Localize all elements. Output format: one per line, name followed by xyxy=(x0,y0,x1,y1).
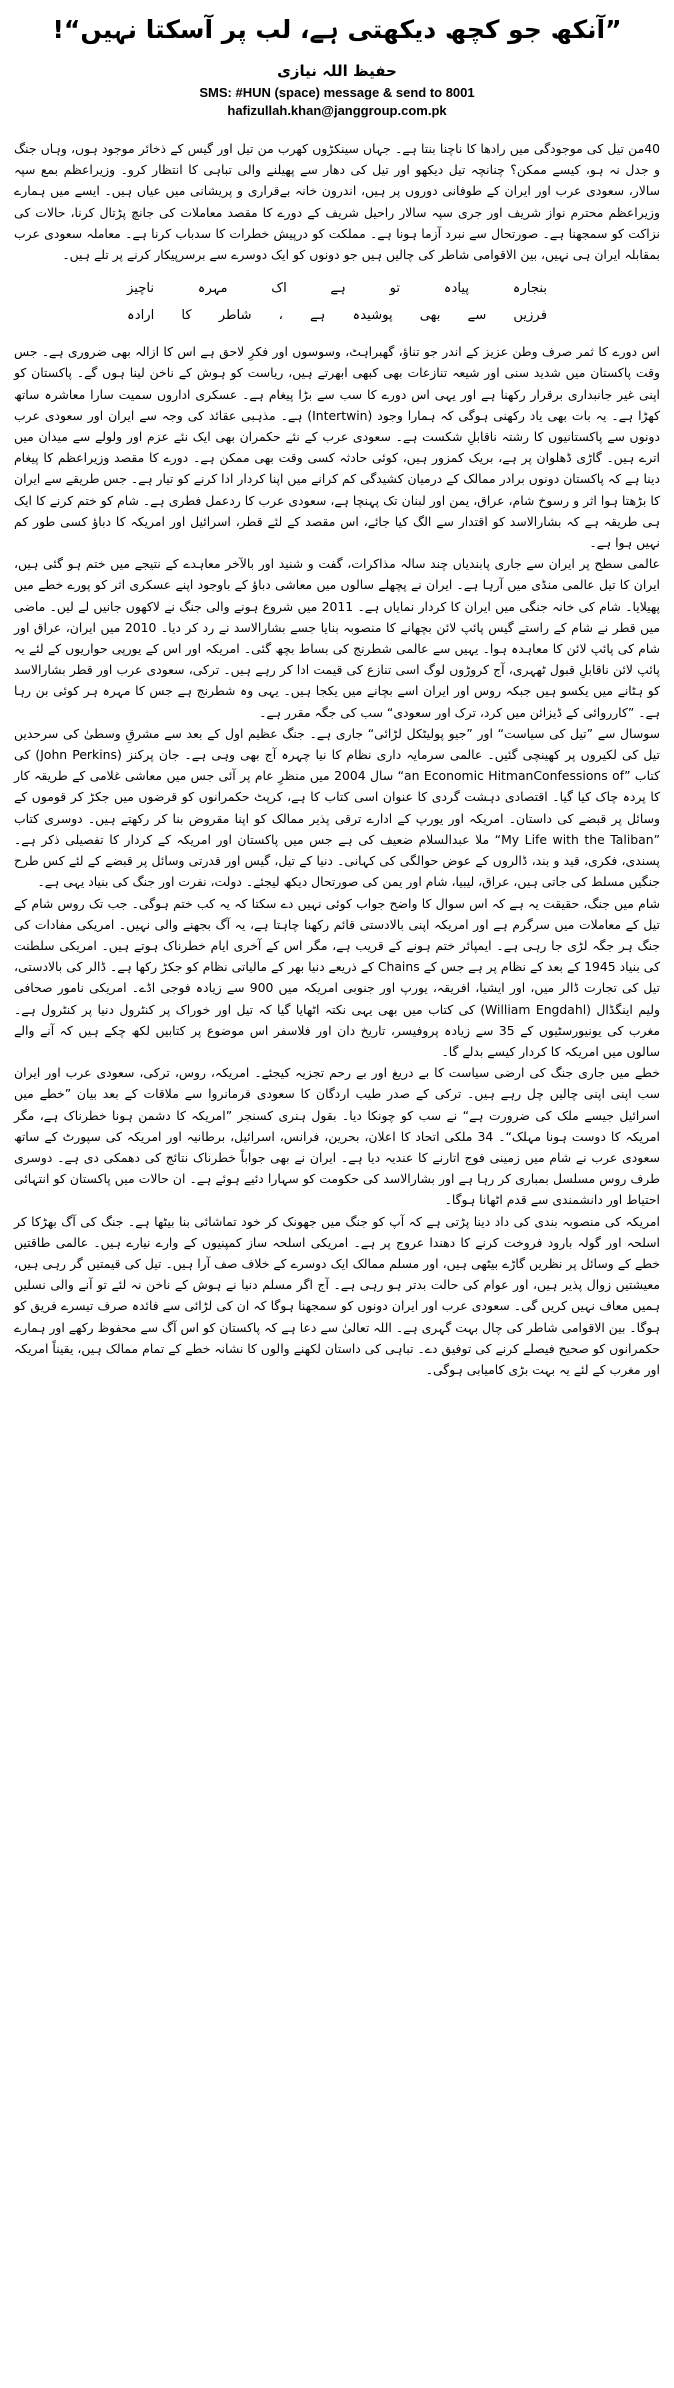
author-email[interactable]: hafizullah.khan@janggroup.com.pk xyxy=(227,103,447,118)
article-body xyxy=(14,138,660,1380)
author-name: حفیظ اللہ نیازی xyxy=(277,62,397,80)
article-paragraph-5: شام میں جنگ، حقیقت یہ ہے کہ اس سوال کا واضح جواب کوئی نہیں دے سکتا کہ یہ کب ختم ہوگی۔ جب تک روس شام کے تیل کے معاملات میں سرگرم ہے اور امریکہ اپنی بالادستی قائم رکھنا چاہتا ہے، یہ آگ بجھنے والی نہیں۔ امریکی مفادات کی جنگ ہر جگہ لڑی جا رہی ہے۔ ایمپائر ختم ہونے کے قریب ہے، مگر اس کے آخری ایام خطرناک ہوتے ہیں۔ امریکی سلطنت کی بنیاد 1945 کے بعد کے نظام پر ہے جس کے Chains کے ذریعے دنیا بھر کے مالیاتی نظام کو جکڑ رکھا ہے۔ ڈالر کی بالادستی، تیل کی تجارت ڈالر میں، اور ایشیا، افریقہ، یورپ اور جنوبی امریکہ میں 900 سے زیادہ فوجی اڈے۔ امریکی نامور صحافی ولیم اینگڈال (William Engdahl) کی کتاب میں بھی یہی نکتہ اٹھایا گیا کہ تیل اور خوراک پر کنٹرول دنیا پر کنٹرول ہے۔ مغرب کی یونیورسٹیوں کے 35 سے زیادہ پروفیسر، تاریخ دان اور فلاسفر اس موضوع پر کتابیں لکھ چکے ہیں کہ آنے والے سالوں میں امریکہ کا کردار کیسے بدلے گا۔ xyxy=(14,895,660,1059)
article-paragraph-3: عالمی سطح پر ایران سے جاری پابندیاں چند سالہ مذاکرات، گفت و شنید اور بالآخر معاہدے کے نتیجے میں ختم ہو گئی ہیں، ایران کا تیل عالمی منڈی میں آرہا ہے۔ ایران نے پچھلے سالوں میں معاشی دباؤ کے باوجود اپنے عسکری اثر کو پورے خطے میں پھیلایا۔ شام کی خانہ جنگی میں ایران کا کردار نمایاں ہے۔ 2011 میں شروع ہونے والی جنگ نے لاکھوں جانیں لے لیں۔ ماضی میں قطر نے شام کے راستے گیس پائپ لائن بچھانے کا منصوبہ بنایا جسے بشارالاسد نے رد کر دیا۔ 2010 میں ایران، عراق اور شام کی پائپ لائن کا معاہدہ ہوا۔ یہیں سے عالمی شطرنج کی بساط بچھ گئی۔ امریکہ اور اس کے یورپی حواریوں کے لئے یہ پائپ لائن ناقابلِ قبول ٹھہری، آج کروڑوں لوگ اسی تنازع کی قیمت ادا کر رہے ہیں۔ ترکی، سعودی عرب اور قطر بشارالاسد کو ہٹانے میں یکسو ہیں جبکہ روس اور ایران اسے بچانے میں یکجا ہیں۔ یہی وہ شطرنج ہے جس کا مہرہ ہر کوئی بن رہا ہے۔ ”کارروائی کے ڈیزائن میں کرد، ترک اور سعودی“ سب کی جگہ مقرر ہے۔ xyxy=(14,556,660,720)
article-paragraph-6: خطے میں جاری جنگ کی ارضی سیاست کا بے دریغ اور بے رحم تجزیہ کیجئے۔ امریکہ، روس، ترکی، سعودی عرب اور ایران سب اپنی اپنی چالیں چل رہے ہیں۔ ترکی کے صدر طیب اردگان کا سعودی فرمانروا سے ملاقات کے بعد بیان ”خطے میں اسرائیل جیسے ملک کی ضرورت ہے“ نے سب کو چونکا دیا۔ بقول ہنری کسنجر ”امریکہ کا دشمن ہونا خطرناک ہے، مگر امریکہ کا دوست ہونا مہلک“۔ 34 ملکی اتحاد کا اعلان، بحرین، فرانس، اسرائیل، برطانیہ اور امریکہ کی سپورٹ کے ساتھ سعودی عرب نے شام میں زمینی فوج اتارنے کا عندیہ دیا ہے۔ ایران نے بھی جواباً خطرناک نتائج کی دھمکی دی ہے۔ دوسری طرف روس مسلسل بمباری کر رہا ہے اور بشارالاسد کی حکومت کو سہارا دئیے ہوئے ہے۔ ان حالات میں پاکستان کو انتہائی احتیاط اور دانشمندی سے قدم اٹھانا ہوگا۔ xyxy=(14,1065,660,1208)
article-paragraph-7: امریکہ کی منصوبہ بندی کی داد دینا پڑتی ہے کہ آپ کو جنگ میں جھونک کر خود تماشائی بنا بیٹھا ہے۔ جنگ کی آگ بھڑکا کر اسلحہ اور گولہ بارود فروخت کرنے کا دھندا عروج پر ہے۔ امریکی اسلحہ ساز کمپنیوں کے وارے نیارے ہیں۔ عالمی طاقتیں خطے کے وسائل پر نظریں گاڑے بیٹھی ہیں، اور مسلم ممالک ایک دوسرے کے خلاف صف آرا ہیں۔ تیل کی قیمتیں گر رہی ہیں، معیشتیں زوال پذیر ہیں، اور عوام کی حالت بدتر ہو رہی ہے۔ آج اگر مسلم دنیا نے ہوش کے ناخن نہ لئے تو آنے والی نسلیں ہمیں معاف نہیں کریں گی۔ سعودی عرب اور ایران دونوں کو سمجھنا ہوگا کہ ان کی لڑائی سے فائدہ صرف تیسرے فریق کو ہوگا۔ بین الاقوامی شاطر کی چال بہت گہری ہے۔ اللہ تعالیٰ سے دعا ہے کہ پاکستان کو اس آگ سے محفوظ رکھے اور ہمارے حکمرانوں کو صحیح فیصلے کرنے کی توفیق دے۔ تباہی کی داستان لکھنے والوں کا نشانہ خطے کے تمام ممالک ہیں، یقیناً امریکہ اور مغرب کے لئے یہ بہت بڑی کامیابی ہوگی۔ xyxy=(14,1213,660,1377)
article-paragraph-1: 40من تیل کی موجودگی میں رادھا کا ناچنا بنتا ہے۔ جہاں سینکڑوں کھرب من تیل اور گیس کے ذخائر موجود ہوں، وہاں جنگ و جدل نہ ہو، کیسے ممکن؟ چنانچہ تیل دیکھو اور تیل کی دھار سے پھیلنے والی تباہی کا انتظار کرو۔ وزیراعظم بمع سپہ سالار، سعودی عرب اور ایران کے طوفانی دوروں پر ہیں، اندرون خانہ بےقراری و پریشانی میں عیاں ہیں۔ ایسے میں ہمارے وزیراعظم محترم نواز شریف اور جری سپہ سالار راحیل شریف کے دورے کا مقصد معاملات کی جانچ پڑتال کرنا، حالات کی نزاکت کو سمجھنا ہے۔ صورتحال سے نبرد آزما ہونا ہے۔ مملکت کو درپیش خطرات کا سدباب کرنا ہے۔ معاملہ سعودی عرب بمقابلہ ایران ہی نہیں، بین الاقوامی شاطر کی چالیں ہیں جو دونوں کو ایک دوسرے سے برسرپیکار کرنے پر تلے ہیں۔ xyxy=(14,141,660,263)
article-paragraph-4: سوسال سے ”تیل کی سیاست“ اور ”جیو پولیٹکل لڑائی“ جاری ہے۔ جنگ عظیم اول کے بعد سے مشرقِ وسطیٰ کی سرحدیں تیل کی لکیروں پر کھینچی گئیں۔ عالمی سرمایہ داری نظام کا نیا چہرہ آج بھی وہی ہے۔ جان پرکنز (John Perkins) کی کتاب ”an Economic HitmanConfessions of“ سال 2004 میں منظرِ عام پر آئی جس میں معاشی غلامی کے طریقہ کار کا پردہ چاک کیا گیا۔ اقتصادی دہشت گردی کا عنوان اسی کتاب کا ہے، کرپٹ حکمرانوں کو قرضوں میں جکڑ کر قوموں کے وسائل پر قبضے کی داستان۔ امریکہ اور یورپ کے ادارے ترقی پذیر ممالک کو اپنا مقروض بنا کر رکھتے ہیں۔ دوسری کتاب ”My Life with the Taliban“ ملا عبدالسلام ضعیف کی ہے جس میں پاکستان اور امریکہ کے کردار کا تفصیلی ذکر ہے۔ پسندی، فکری، قید و بند، ڈالروں کے عوض حوالگی کی کہانی۔ دنیا کے تیل، گیس اور قدرتی وسائل پر قبضے کے لئے کس طرح جنگیں مسلط کی جاتی ہیں، عراق، لیبیا، شام اور یمن کی صورتحال دیکھ لیجئے۔ دولت، نفرت اور جنگ کی بنیاد یہی ہے۔ xyxy=(14,725,661,890)
poetry-verse xyxy=(127,275,547,329)
verse-line-1: بنجارہ پیادہ تو ہے اک مہرہ ناچیز xyxy=(127,281,547,297)
byline xyxy=(14,58,660,120)
verse-line-2: فرزیں سے بھی پوشیدہ ہے ، شاطر کا ارادہ xyxy=(127,308,547,324)
sms-instructions: SMS: #HUN (space) message & send to 8001 xyxy=(199,85,475,100)
article-headline: ”آنکھ جو کچھ دیکھتی ہے، لب پر آسکتا نہیں“! xyxy=(52,15,622,44)
article-paragraph-2: اس دورے کا ثمر صرف وطن عزیز کے اندر جو تناؤ، گھبراہٹ، وسوسوں اور فکرِ لاحق ہے اس کا ازالہ بھی ضروری ہے۔ جس وقت پاکستان میں شدید سنی اور شیعہ تنازعات بھی کبھی ابھرتے ہیں، ریاست کو ہوش کے ناخن لینا ہوں گے۔ پاکستان کو اپنی غیر جانبداری برقرار رکھنا ہے اور یہی اس دورے کا سب سے بڑا پیغام ہے۔ عسکری اداروں سمیت سارا معاشرہ ساتھ کھڑا ہے۔ یہ بات بھی یاد رکھنی ہوگی کہ ہمارا وجود (Intertwin) ہے۔ مذہبی عقائد کی وجہ سے ایران اور سعودی عرب دونوں سے پاکستانیوں کا رشتہ ناقابلِ شکست ہے۔ سعودی عرب کے نئے حکمران بھی ایک نئے عزم اور ولولے سے میدان میں اترے ہیں۔ گاڑی ڈھلوان پر ہے، بریک کمزور ہیں، کوئی حادثہ کسی وقت بھی ممکن ہے۔ دورے کا مقصد وزیراعظم کا پیغام دینا ہے کہ پاکستان دونوں برادر ممالک کے درمیان کشیدگی کم کرانے میں اپنا کردار ادا کرنے کو تیار ہے۔ جس طریقے سے ایران کا بڑھتا ہوا اثر و رسوخ شام، عراق، یمن اور لبنان تک پہنچا ہے، سعودی عرب کا ردعمل فطری ہے۔ شام کو ختم کرنے کا ایک ہی طریقہ ہے کہ بشارالاسد کو اقتدار سے الگ کیا جائے، اس مقصد کے لئے قطر، اسرائیل اور امریکہ کا دباؤ کسی طور کم نہیں ہوا ہے۔ xyxy=(14,344,660,551)
